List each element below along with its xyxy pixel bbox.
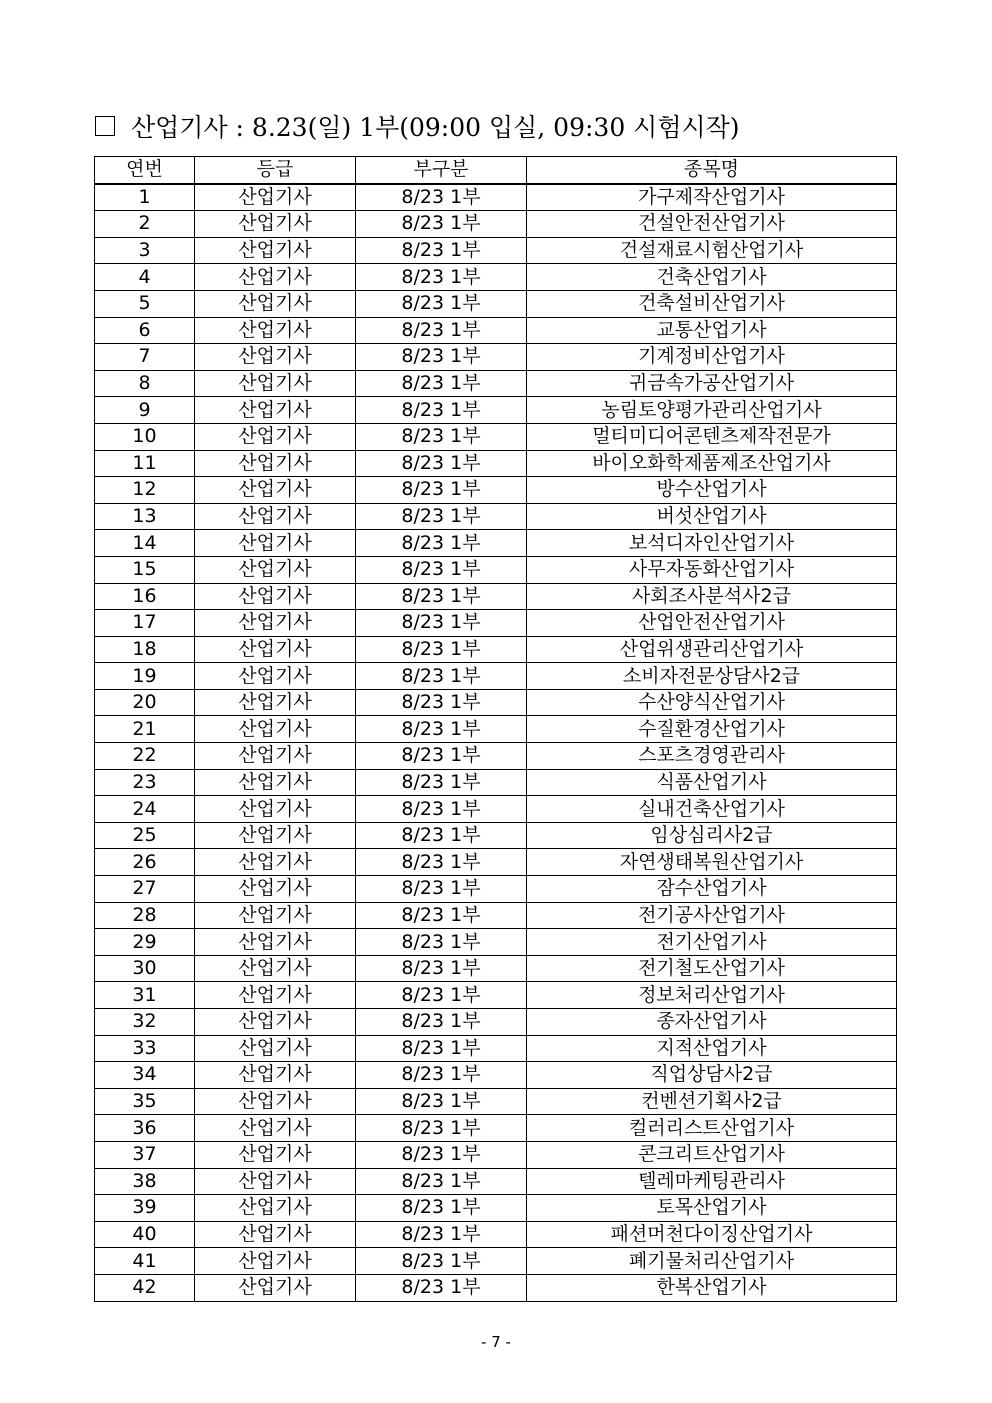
table-row [95, 370, 897, 397]
cell-session: 8/23 1부 [356, 477, 527, 504]
cell-grade: 산업기사 [195, 689, 356, 716]
table-row [95, 796, 897, 823]
cell-grade: 산업기사 [195, 290, 356, 317]
cell-no: 25 [95, 822, 195, 849]
cell-subject: 보석디자인산업기사 [527, 530, 897, 557]
cell-no: 29 [95, 929, 195, 956]
cell-session: 8/23 1부 [356, 530, 527, 557]
cell-grade: 산업기사 [195, 610, 356, 637]
cell-no: 23 [95, 769, 195, 796]
cell-session: 8/23 1부 [356, 1274, 527, 1301]
header-session: 부구분 [356, 157, 527, 184]
table-row [95, 503, 897, 530]
cell-no: 32 [95, 1009, 195, 1036]
cell-grade: 산업기사 [195, 743, 356, 770]
cell-session: 8/23 1부 [356, 1195, 527, 1222]
cell-no: 1 [95, 184, 195, 211]
cell-grade: 산업기사 [195, 530, 356, 557]
checkbox-icon [95, 116, 115, 136]
cell-subject: 컨벤션기획사2급 [527, 1088, 897, 1115]
table-row [95, 610, 897, 637]
cell-subject: 컬러리스트산업기사 [527, 1115, 897, 1142]
cell-no: 19 [95, 663, 195, 690]
table-row [95, 477, 897, 504]
cell-subject: 귀금속가공산업기사 [527, 370, 897, 397]
cell-grade: 산업기사 [195, 796, 356, 823]
table-row [95, 1115, 897, 1142]
cell-no: 8 [95, 370, 195, 397]
cell-no: 14 [95, 530, 195, 557]
cell-session: 8/23 1부 [356, 556, 527, 583]
cell-grade: 산업기사 [195, 237, 356, 264]
cell-grade: 산업기사 [195, 822, 356, 849]
cell-session: 8/23 1부 [356, 663, 527, 690]
cell-session: 8/23 1부 [356, 743, 527, 770]
table-row [95, 556, 897, 583]
cell-session: 8/23 1부 [356, 1141, 527, 1168]
cell-grade: 산업기사 [195, 344, 356, 371]
cell-grade: 산업기사 [195, 1248, 356, 1275]
cell-subject: 정보처리산업기사 [527, 982, 897, 1009]
table-row [95, 423, 897, 450]
cell-no: 31 [95, 982, 195, 1009]
cell-subject: 소비자전문상담사2급 [527, 663, 897, 690]
cell-grade: 산업기사 [195, 1035, 356, 1062]
cell-grade: 산업기사 [195, 211, 356, 238]
table-row [95, 716, 897, 743]
cell-subject: 교통산업기사 [527, 317, 897, 344]
cell-grade: 산업기사 [195, 1141, 356, 1168]
cell-grade: 산업기사 [195, 982, 356, 1009]
cell-subject: 폐기물처리산업기사 [527, 1248, 897, 1275]
cell-session: 8/23 1부 [356, 1248, 527, 1275]
cell-no: 33 [95, 1035, 195, 1062]
cell-no: 12 [95, 477, 195, 504]
header-no: 연번 [95, 157, 195, 184]
cell-subject: 건설재료시험산업기사 [527, 237, 897, 264]
cell-grade: 산업기사 [195, 184, 356, 211]
cell-session: 8/23 1부 [356, 397, 527, 424]
cell-subject: 수산양식산업기사 [527, 689, 897, 716]
cell-no: 37 [95, 1141, 195, 1168]
table-row [95, 344, 897, 371]
table-row [95, 264, 897, 291]
cell-grade: 산업기사 [195, 929, 356, 956]
cell-subject: 전기산업기사 [527, 929, 897, 956]
table-row [95, 1088, 897, 1115]
cell-subject: 산업위생관리산업기사 [527, 636, 897, 663]
cell-session: 8/23 1부 [356, 902, 527, 929]
cell-grade: 산업기사 [195, 1088, 356, 1115]
cell-subject: 토목산업기사 [527, 1195, 897, 1222]
table-row [95, 663, 897, 690]
cell-subject: 사회조사분석사2급 [527, 583, 897, 610]
cell-grade: 산업기사 [195, 1115, 356, 1142]
table-row [95, 1274, 897, 1301]
table-row [95, 1062, 897, 1089]
cell-no: 17 [95, 610, 195, 637]
cell-subject: 전기철도산업기사 [527, 955, 897, 982]
cell-session: 8/23 1부 [356, 184, 527, 211]
table-row [95, 450, 897, 477]
cell-no: 2 [95, 211, 195, 238]
table-row [95, 184, 897, 211]
cell-no: 18 [95, 636, 195, 663]
cell-grade: 산업기사 [195, 636, 356, 663]
cell-subject: 식품산업기사 [527, 769, 897, 796]
cell-grade: 산업기사 [195, 1195, 356, 1222]
cell-session: 8/23 1부 [356, 849, 527, 876]
cell-grade: 산업기사 [195, 1062, 356, 1089]
table-row [95, 955, 897, 982]
cell-grade: 산업기사 [195, 1009, 356, 1036]
cell-subject: 지적산업기사 [527, 1035, 897, 1062]
cell-subject: 멀티미디어콘텐츠제작전문가 [527, 423, 897, 450]
cell-no: 3 [95, 237, 195, 264]
cell-subject: 스포츠경영관리사 [527, 743, 897, 770]
cell-grade: 산업기사 [195, 876, 356, 903]
cell-no: 15 [95, 556, 195, 583]
cell-no: 6 [95, 317, 195, 344]
cell-no: 21 [95, 716, 195, 743]
cell-grade: 산업기사 [195, 397, 356, 424]
table-row [95, 1035, 897, 1062]
cell-session: 8/23 1부 [356, 344, 527, 371]
cell-no: 24 [95, 796, 195, 823]
cell-grade: 산업기사 [195, 370, 356, 397]
header-grade: 등급 [195, 157, 356, 184]
cell-subject: 기계정비산업기사 [527, 344, 897, 371]
table-row [95, 1168, 897, 1195]
cell-subject: 한복산업기사 [527, 1274, 897, 1301]
table-row [95, 317, 897, 344]
cell-session: 8/23 1부 [356, 1221, 527, 1248]
cell-grade: 산업기사 [195, 955, 356, 982]
table-row [95, 929, 897, 956]
cell-no: 9 [95, 397, 195, 424]
cell-subject: 건설안전산업기사 [527, 211, 897, 238]
cell-subject: 실내건축산업기사 [527, 796, 897, 823]
table-row [95, 769, 897, 796]
cell-session: 8/23 1부 [356, 583, 527, 610]
header-subject: 종목명 [527, 157, 897, 184]
heading-text: 산업기사 : 8.23(일) 1부(09:00 입실, 09:30 시험시작) [131, 113, 740, 142]
cell-grade: 산업기사 [195, 477, 356, 504]
cell-no: 27 [95, 876, 195, 903]
table-row [95, 530, 897, 557]
table-row [95, 822, 897, 849]
cell-no: 26 [95, 849, 195, 876]
cell-grade: 산업기사 [195, 423, 356, 450]
cell-no: 41 [95, 1248, 195, 1275]
table-row [95, 1195, 897, 1222]
cell-session: 8/23 1부 [356, 689, 527, 716]
table-row [95, 982, 897, 1009]
table-row [95, 290, 897, 317]
table-row [95, 583, 897, 610]
cell-session: 8/23 1부 [356, 1088, 527, 1115]
cell-session: 8/23 1부 [356, 264, 527, 291]
cell-no: 22 [95, 743, 195, 770]
cell-subject: 버섯산업기사 [527, 503, 897, 530]
cell-session: 8/23 1부 [356, 1009, 527, 1036]
cell-session: 8/23 1부 [356, 955, 527, 982]
cell-no: 38 [95, 1168, 195, 1195]
cell-session: 8/23 1부 [356, 503, 527, 530]
cell-grade: 산업기사 [195, 1274, 356, 1301]
cell-no: 10 [95, 423, 195, 450]
cell-no: 40 [95, 1221, 195, 1248]
table-row [95, 876, 897, 903]
cell-subject: 방수산업기사 [527, 477, 897, 504]
cell-subject: 건축설비산업기사 [527, 290, 897, 317]
cell-subject: 농림토양평가관리산업기사 [527, 397, 897, 424]
cell-subject: 가구제작산업기사 [527, 184, 897, 211]
table-row [95, 237, 897, 264]
cell-no: 7 [95, 344, 195, 371]
cell-grade: 산업기사 [195, 556, 356, 583]
cell-grade: 산업기사 [195, 902, 356, 929]
cell-session: 8/23 1부 [356, 450, 527, 477]
cell-grade: 산업기사 [195, 503, 356, 530]
cell-grade: 산업기사 [195, 769, 356, 796]
cell-session: 8/23 1부 [356, 1035, 527, 1062]
cell-subject: 건축산업기사 [527, 264, 897, 291]
cell-grade: 산업기사 [195, 1221, 356, 1248]
table-row [95, 849, 897, 876]
cell-subject: 텔레마케팅관리사 [527, 1168, 897, 1195]
cell-session: 8/23 1부 [356, 929, 527, 956]
cell-no: 5 [95, 290, 195, 317]
cell-session: 8/23 1부 [356, 1062, 527, 1089]
cell-subject: 임상심리사2급 [527, 822, 897, 849]
table-body [95, 184, 897, 1301]
cell-no: 30 [95, 955, 195, 982]
cell-grade: 산업기사 [195, 1168, 356, 1195]
cell-no: 11 [95, 450, 195, 477]
cell-subject: 콘크리트산업기사 [527, 1141, 897, 1168]
cell-no: 34 [95, 1062, 195, 1089]
cell-session: 8/23 1부 [356, 982, 527, 1009]
cell-session: 8/23 1부 [356, 237, 527, 264]
section-heading [95, 106, 740, 146]
table-row [95, 1141, 897, 1168]
cell-subject: 잠수산업기사 [527, 876, 897, 903]
cell-grade: 산업기사 [195, 849, 356, 876]
table-row [95, 743, 897, 770]
cell-grade: 산업기사 [195, 317, 356, 344]
cell-session: 8/23 1부 [356, 876, 527, 903]
cell-session: 8/23 1부 [356, 370, 527, 397]
cell-session: 8/23 1부 [356, 822, 527, 849]
cell-subject: 직업상담사2급 [527, 1062, 897, 1089]
cell-grade: 산업기사 [195, 450, 356, 477]
cell-no: 13 [95, 503, 195, 530]
cell-session: 8/23 1부 [356, 1115, 527, 1142]
table-row [95, 902, 897, 929]
table-header-row [95, 157, 897, 184]
table-row [95, 397, 897, 424]
cell-subject: 전기공사산업기사 [527, 902, 897, 929]
cell-session: 8/23 1부 [356, 796, 527, 823]
cell-no: 16 [95, 583, 195, 610]
cell-subject: 수질환경산업기사 [527, 716, 897, 743]
cell-session: 8/23 1부 [356, 423, 527, 450]
cell-session: 8/23 1부 [356, 1168, 527, 1195]
cell-no: 42 [95, 1274, 195, 1301]
cell-session: 8/23 1부 [356, 636, 527, 663]
cell-no: 20 [95, 689, 195, 716]
table-row [95, 1248, 897, 1275]
cell-no: 36 [95, 1115, 195, 1142]
cell-session: 8/23 1부 [356, 290, 527, 317]
cell-grade: 산업기사 [195, 264, 356, 291]
cell-session: 8/23 1부 [356, 317, 527, 344]
table-row [95, 636, 897, 663]
cell-grade: 산업기사 [195, 663, 356, 690]
cell-grade: 산업기사 [195, 716, 356, 743]
cell-grade: 산업기사 [195, 583, 356, 610]
table-row [95, 211, 897, 238]
cell-subject: 패션머천다이징산업기사 [527, 1221, 897, 1248]
cell-subject: 산업안전산업기사 [527, 610, 897, 637]
cell-no: 35 [95, 1088, 195, 1115]
table-row [95, 1009, 897, 1036]
cell-no: 28 [95, 902, 195, 929]
cell-session: 8/23 1부 [356, 769, 527, 796]
cell-session: 8/23 1부 [356, 211, 527, 238]
exam-schedule-table [94, 156, 897, 1302]
page-number: - 7 - [481, 1333, 511, 1351]
cell-no: 4 [95, 264, 195, 291]
table-row [95, 689, 897, 716]
cell-subject: 사무자동화산업기사 [527, 556, 897, 583]
cell-subject: 자연생태복원산업기사 [527, 849, 897, 876]
cell-subject: 바이오화학제품제조산업기사 [527, 450, 897, 477]
cell-session: 8/23 1부 [356, 610, 527, 637]
cell-no: 39 [95, 1195, 195, 1222]
table-row [95, 1221, 897, 1248]
cell-subject: 종자산업기사 [527, 1009, 897, 1036]
cell-session: 8/23 1부 [356, 716, 527, 743]
